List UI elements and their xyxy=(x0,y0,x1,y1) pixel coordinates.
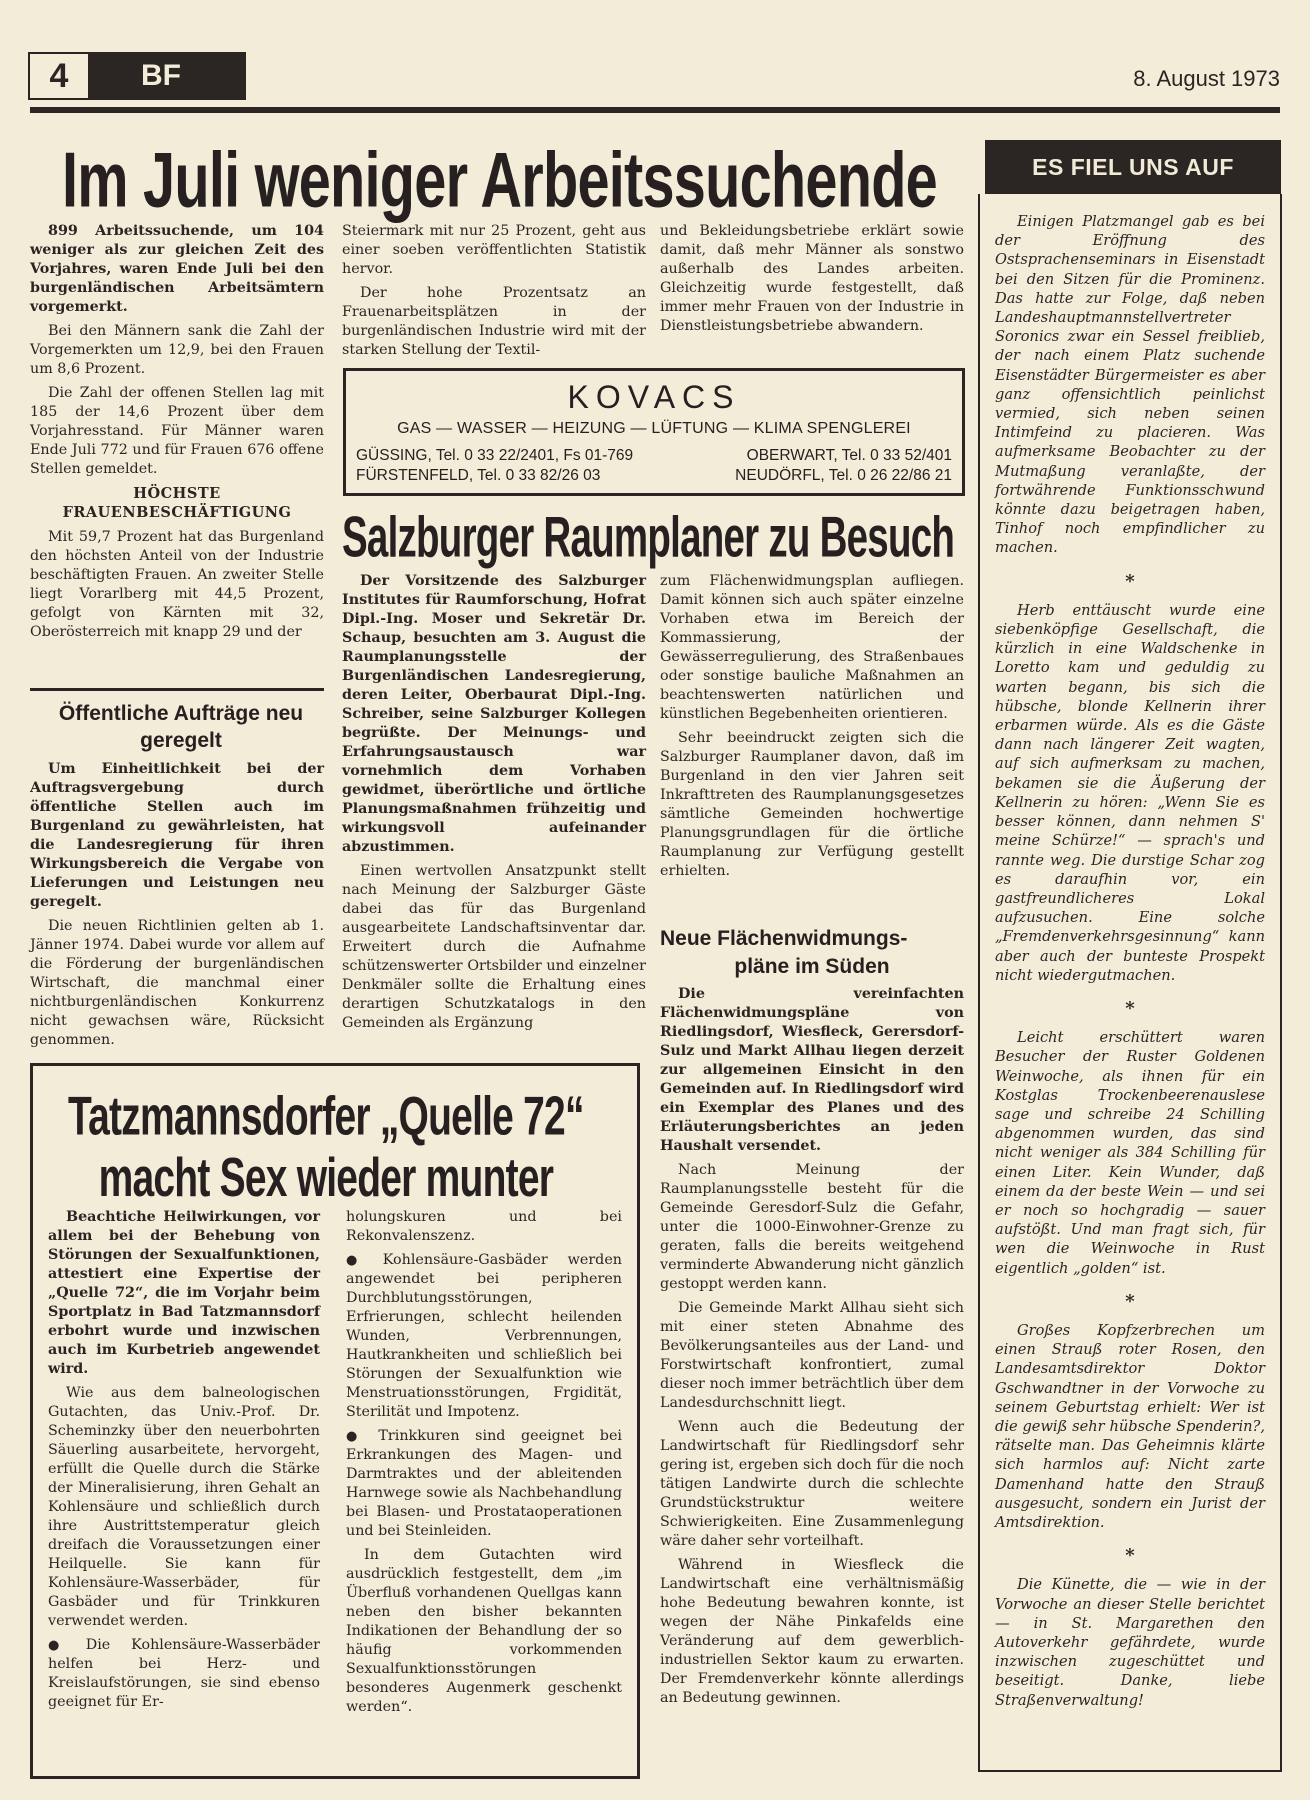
bullet-paragraph: ● Die Kohlensäure-Wasserbäder helfen bei Herz- und Kreislaufstörungen, sie sind ebenso geeignet für Er- xyxy=(48,1636,320,1712)
paragraph: Die Zahl der offenen Stellen lag mit 185 der 14,6 Prozent über dem Vorjahresstand. Für Männer waren Ende Juli 772 und für Frauen 676 offene Stellen gemeldet. xyxy=(30,385,324,477)
advertisement-kovacs xyxy=(343,368,965,496)
page-number: 4 xyxy=(30,54,88,98)
sidebar-item: Herb enttäuscht wurde eine siebenköpfige Gesellschaft, die kürzlich in eine Waldschenke in Loretto kam und geduldig zu warten begann, bis sich die hübsche, blonde Kellnerin ihrer erbarmen würde. Als es die Gäste dann nach längerer Zeit wagten, auf sich aufmerksam zu machen, bekamen sie die Äußerung der Kellnerin zu hören: „Wenn Sie es besser können, dann nehmen S' meine Schürze!“ — sprach's und rannte weg. Die durstige Schar zog es daraufhin vor, ein gastfreundlicheres Lokal aufzusuchen. Eine solche „Fremdenverkehrsgesinnung“ kann aber auch der bunteste Prospekt nicht wiedergutmachen. xyxy=(995,601,1265,984)
paragraph: Der hohe Prozentsatz an Frauenarbeitsplätzen in der burgenländischen Industrie wird mit der starken Stellung der Textil- xyxy=(342,285,646,358)
paragraph: In dem Gutachten wird ausdrücklich festgestellt, dem „im Überfluß vorhandenen Quellgas kann neben den bisher bekannten Indikationen der Behandlung der so häufig vorkommenden Sexualfunktionsstörungen besonderes Augenmerk geschenkt werden“. xyxy=(346,1547,622,1715)
paragraph: Wie aus dem balneologischen Gutachten, das Univ.-Prof. Dr. Scheminzky über den neuerbohrten Säuerling ausarbeitete, hervorgeht, erfüllt die Quelle durch die Stärke der Mineralisierung, ihren Gehalt an Kohlensäure und schließlich durch ihre Austrittstemperatur gleich dreifach die Voraussetzungen einer Heilquelle. Sie kann für Kohlensäure-Wasserbäder, für Gasbäder und für Trinkkuren verwendet werden. xyxy=(48,1385,320,1629)
article-lead: Die vereinfachten Flächenwidmungspläne von Riedlingsdorf, Wiesfleck, Gerersdorf-Sulz und Markt Allhau liegen derzeit zur allgemeinen Einsicht in den Gemeinden auf. In Riedlingsdorf wird ein Exemplar des Planes und des Erläuterungsberichtes an jeden Haushalt versendet. xyxy=(660,986,964,1154)
paragraph: zum Flächenwidmungsplan aufliegen. Damit können sich auch später einzelne Vorhaben etwa im Bereich der Kommassierung, der Gewässerregulierung, des Straßenbaues oder sonstige bauliche Maßnahmen an beachtenswerten natürlichen und künstlichen Begebenheiten orientieren. xyxy=(660,573,964,722)
article-lead: Beachtiche Heilwirkungen, vor allem bei der Behebung von Störungen der Sexualfunktionen, attestiert eine Expertise der „Quelle 72“, die im Vorjahr beim Sportplatz in Bad Tatzmannsdorf erbohrt wurde und inzwischen auch im Kurbetrieb angewendet wird. xyxy=(48,1209,320,1377)
issue-date: 8. August 1973 xyxy=(1133,66,1280,91)
paragraph: Steiermark mit nur 25 Prozent, geht aus einer soeben veröffentlichten Statistik hervor. xyxy=(342,223,646,277)
paragraph: Sehr beeindruckt zeigten sich die Salzburger Raumplaner davon, daß im Burgenland in den vier Jahren seit Inkrafttreten des Raumplanungsgesetzes sämtliche Gemeinden hochwertige Planungsgrundlagen für die örtliche Raumplanung zur Verfügung gestellt erhielten. xyxy=(660,730,964,879)
headline-salzburger: Salzburger Raumplaner zu Besuch xyxy=(342,506,955,570)
star-separator: * xyxy=(1125,1545,1135,1567)
sidebar-item: Großes Kopfzerbrechen um einen Strauß roter Rosen, den Landesamtsdirektor Doktor Gschwandtner in der Vorwoche zu seinem Geburtstag erhielt: Wer ist die gewiß sehr hübsche Spenderin?, rätselte man. Das Geheimnis klärte sich harmlos auf: Nicht zarte Damenhand hatte den Strauß ausgesucht, sondern ein Jurist der Amtsdirektion. xyxy=(995,1321,1265,1531)
paragraph: Die neuen Richtlinien gelten ab 1. Jänner 1974. Dabei wurde vor allem auf die Förderung der burgenländischen Wirtschaft, die manchmal einer nichtburgenländischen Konkurrenz nicht gewachsen wäre, Rücksicht genommen. xyxy=(30,918,324,1048)
article-quelle-col1 xyxy=(48,1208,320,1717)
headline-quelle72: Tatzmannsdorfer „Quelle 72“ macht Sex wieder munter xyxy=(68,1085,584,1209)
star-separator: * xyxy=(1125,570,1135,592)
star-separator: * xyxy=(1125,1290,1135,1312)
headline-flaechenwidmung: Neue Flächenwidmungs- pläne im Süden xyxy=(660,927,908,978)
article-flaechen xyxy=(660,985,964,1713)
article-quelle-col2 xyxy=(346,1208,622,1722)
star-separator: * xyxy=(1125,997,1135,1019)
headline-arbeitssuchende: Im Juli weniger Arbeitssuchende xyxy=(62,136,937,224)
subheading: HÖCHSTE FRAUENBESCHÄFTIGUNG xyxy=(62,485,292,521)
paragraph: Einen wertvollen Ansatzpunkt stellt nach Meinung der Salzburger Gäste dabei das für das Burgenland ausgearbeitete Landschaftsinventar dar. Erweitert durch die Aufnahme schützenswerter Ortsbilder und einzelner Denkmäler sollte die Erhaltung eines derartigen Schutzkatalogs in den Gemeinden als Ergänzung xyxy=(342,863,646,1031)
paragraph: Während in Wiesfleck die Landwirtschaft eine verhältnismäßig hohe Bedeutung bewahren konnte, ist wegen der Nähe Pinkafelds eine Veränderung auf dem gewerblich-industriellen Sektor kaum zu erwarten. Der Fremdenverkehr könnte allerdings an Bedeutung gewinnen. xyxy=(660,1557,964,1706)
paragraph: holungskuren und bei Rekonvalenszenz. xyxy=(346,1209,622,1244)
ad-contact-row: FÜRSTENFELD, Tel. 0 33 82/26 03 NEUDÖRFL, Tel. 0 26 22/86 21 xyxy=(356,467,952,484)
bullet-paragraph: ● Kohlensäure-Gasbäder werden angewendet bei peripheren Durchblutungsstörungen, Erfrierungen, schlecht heilenden Wunden, Verbrennungen, Hautkrankheiten und schließlich bei Störungen der Sexualfunktion wie Menstruationsstörungen, Frgidität, Sterilität und Impotenz. xyxy=(346,1251,622,1422)
section-code: BF xyxy=(141,59,181,92)
article-salzburg-col1 xyxy=(342,572,646,1038)
ad-company-name: KOVACS xyxy=(567,379,741,415)
sidebar-column xyxy=(995,212,1265,1710)
masthead-rule xyxy=(30,107,1280,113)
paragraph: Die Gemeinde Markt Allhau sieht sich mit einer steten Abnahme des Bevölkerungsanteiles aus der Land- und Forstwirtschaft konfrontiert, zumal dieser noch immer beträchtlich über dem Landesdurchschnitt liegt. xyxy=(660,1300,964,1411)
headline-auftraege: Öffentliche Aufträge neu geregelt xyxy=(58,702,304,752)
article-salzburg-col2 xyxy=(660,572,964,886)
article-arbeit-col3 xyxy=(660,222,964,341)
article-lead: 899 Arbeitssuchende, um 104 weniger als zur gleichen Zeit des Vorjahres, waren Ende Juli bei den burgenländischen Arbeitsämtern vorgemerkt. xyxy=(30,223,324,315)
article-lead: Um Einheitlichkeit bei der Auftragsvergebung durch öffentliche Stellen auch im Burgenland zu gewährleisten, hat die Landesregierung für ihren Wirkungsbereich die Vergabe von Lieferungen und Leistungen neu geregelt. xyxy=(30,761,324,910)
paragraph: und Bekleidungsbetriebe erklärt sowie damit, daß mehr Männer als sonstwo außerhalb des Landes arbeiten. Gleichzeitig wurde festgestellt, daß immer mehr Frauen von der Industrie in Dienstleistungsbetriebe abwandern. xyxy=(660,223,964,334)
paragraph: Bei den Männern sank die Zahl der Vorgemerkten um 12,9, bei den Frauen um 8,6 Prozent. xyxy=(30,323,324,377)
divider xyxy=(30,688,324,691)
paragraph: Nach Meinung der Raumplanungsstelle besteht für die Gemeinde Geresdorf-Sulz die Gefahr, unter die 1000-Einwohner-Grenze zu geraten, falls die bereits weitgehend verminderte Abwanderung nicht gänzlich gestoppt werden kann. xyxy=(660,1162,964,1292)
ad-services: GAS — WASSER — HEIZUNG — LÜFTUNG — KLIMA SPENGLEREI xyxy=(397,420,911,437)
article-lead: Der Vorsitzende des Salzburger Institutes für Raumforschung, Hofrat Dipl.-Ing. Moser und Sekretär Dr. Schaup, besuchten am 3. August die Raumplanungsstelle der Burgenländischen Landesregierung, deren Leiter, Oberbaurat Dipl.-Ing. Schreiber, seine Salzburger Kollegen begrüßte. Der Meinungs- und Erfahrungsaustausch war vornehmlich dem Vorhaben gewidmet, überörtliche und örtliche Planungsmaßnahmen frühzeitig und wirkungsvoll aufeinander abzustimmen. xyxy=(342,573,646,855)
sidebar-item: Die Künette, die — wie in der Vorwoche an dieser Stelle berichtet — in St. Margarethen den Autoverkehr gefährdete, wurde inzwischen zugeschüttet und beseitigt. Danke, liebe Straßenverwaltung! xyxy=(995,1576,1265,1709)
article-auftraege xyxy=(30,760,324,1055)
masthead-badge xyxy=(28,52,246,100)
article-arbeit-col2 xyxy=(342,222,646,365)
ad-contact-row: GÜSSING, Tel. 0 33 22/2401, Fs 01-769 OBERWART, Tel. 0 33 52/401 xyxy=(356,447,952,464)
sidebar-item: Leicht erschüttert waren Besucher der Ruster Goldenen Weinwoche, als ihnen für ein Kostglas Trockenbeerenauslese sage und schreibe 24 Schilling abgenommen wurden, das sind nicht weniger als 384 Schilling für einen Liter. Kein Wunder, daß einem da der beste Wein — und sei er noch so hochgradig — sauer aufstößt. Und man fragt sich, für wen die Weinwoche in Rust eigentlich „golden“ ist. xyxy=(995,1029,1265,1277)
bullet-paragraph: ● Trinkkuren sind geeignet bei Erkrankungen des Magen- und Darmtraktes und der ableitenden Harnwege sowie als Nachbehandlung bei Blasen- und Prostataoperationen und bei Steinleiden. xyxy=(346,1427,622,1541)
paragraph: Wenn auch die Bedeutung der Landwirtschaft für Riedlingsdorf sehr gering ist, ergeben sich doch für die noch tätigen Landwirte durch die schlechte Grundstückstruktur weitere Schwierigkeiten. Eine Zusammenlegung wäre daher sehr vorteilhaft. xyxy=(660,1419,964,1549)
sidebar-item: Einigen Platzmangel gab es bei der Eröffnung des Ostsprachenseminars in Eisenstadt bei den Sitzen für die Prominenz. Das hatte zur Folge, daß neben Landeshauptmannstellvertreter Soronics zwar ein Sessel freiblieb, der nach einem Platz suchende Eisenstädter Bürgermeister es aber ganz offensichtlich peinlichst vermied, sich neben seinen Intimfeind zu placieren. Was aufmerksame Beobachter zu der Mutmaßung veranlaßte, der fortwährende Funktionsschwund könnte dazu beigetragen haben, Tinhof noch empfindlicher zu machen. xyxy=(995,213,1265,557)
article-arbeit-col1 xyxy=(30,222,324,647)
sidebar-title: ES FIEL UNS AUF xyxy=(985,140,1281,194)
paragraph: Mit 59,7 Prozent hat das Burgenland den höchsten Anteil von der Industrie beschäftigten Frauen. An zweiter Stelle liegt Vorarlberg mit 44,5 Prozent, gefolgt von Kärnten mit 32, Oberösterreich mit knapp 29 und der xyxy=(30,529,324,640)
